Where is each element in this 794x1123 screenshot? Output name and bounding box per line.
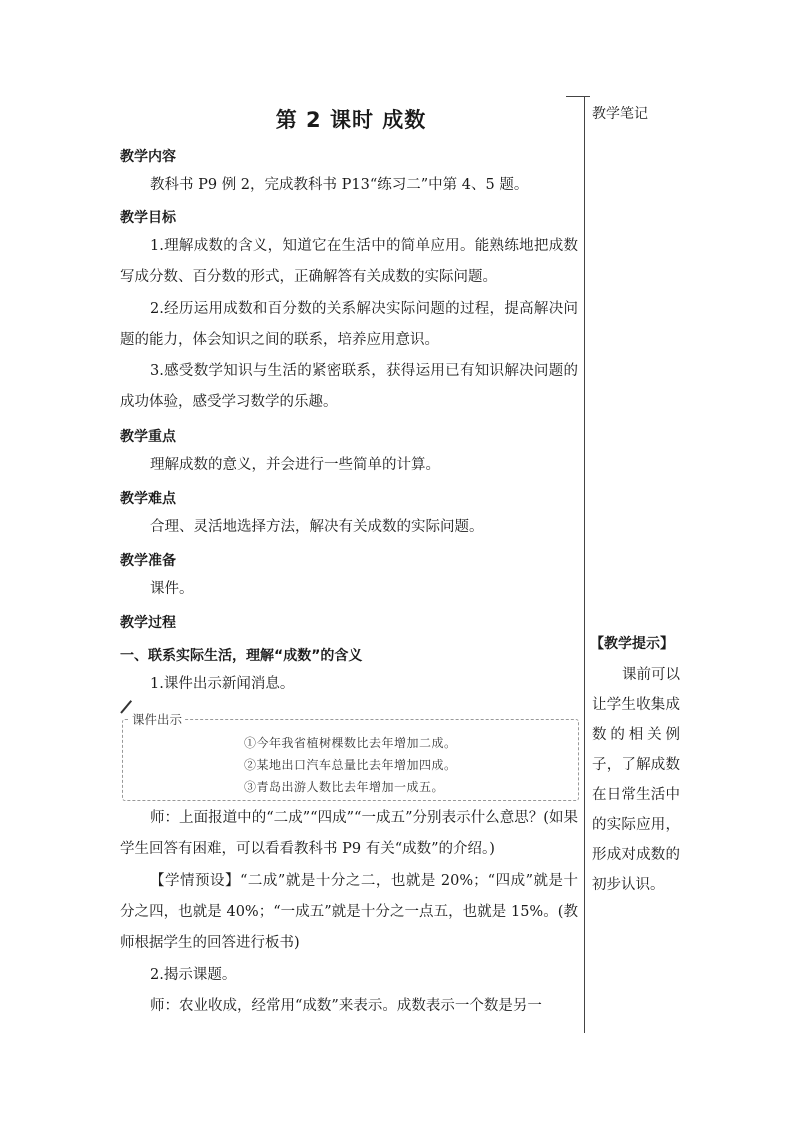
teacher-intro: 师：农业收成，经常用“成数”来表示。成数表示一个数是另一 [150, 998, 542, 1014]
prep-text: 课件。 [150, 581, 194, 597]
courseware-label [129, 710, 185, 728]
news-item: ②某地出口汽车总量比去年增加四成。 [244, 758, 457, 772]
key-text: 理解成数的意义，并会进行一些简单的计算。 [150, 457, 440, 473]
notes-label: 教学笔记 [592, 106, 648, 122]
tip-heading: 【教学提示】 [590, 636, 674, 652]
content-text: 教科书 P9 例 2，完成教科书 P13“练习二”中第 4、5 题。 [150, 177, 529, 193]
margin-divider-top [566, 96, 590, 97]
page-title: 第 2 课时 成数 [275, 108, 427, 132]
section-heading-key: 教学重点 [120, 429, 176, 445]
step-1: 1.课件出示新闻消息。 [150, 676, 295, 692]
section-heading-goals: 教学目标 [120, 210, 176, 226]
courseware-label-text: 课件出示 [132, 712, 183, 727]
goal-3: 3.感受数学知识与生活的紧密联系，获得运用已有知识解决问题的成功体验，感受学习数学的乐趣。 [120, 363, 578, 410]
section-heading-prep: 教学准备 [120, 553, 176, 569]
section-heading-content: 教学内容 [120, 149, 176, 165]
pen-stroke-icon [120, 700, 132, 714]
tip-text: 课前可以让学生收集成数的相关例子，了解成数在日常生活中的实际应用，形成对成数的初步认识。 [592, 667, 680, 893]
difficult-text: 合理、灵活地选择方法，解决有关成数的实际问题。 [150, 519, 484, 535]
section-heading-difficult: 教学难点 [120, 491, 176, 507]
goal-1: 1.理解成数的含义，知道它在生活中的简单应用。能熟练地把成数写成分数、百分数的形式，正确解答有关成数的实际问题。 [120, 238, 578, 285]
goal-2: 2.经历运用成数和百分数的关系解决实际问题的过程，提高解决问题的能力，体会知识之间的联系，培养应用意识。 [120, 301, 578, 348]
part1-heading: 一、联系实际生活，理解“成数”的含义 [120, 648, 363, 664]
news-item: ①今年我省植树棵数比去年增加二成。 [244, 736, 457, 750]
margin-divider [584, 96, 585, 1033]
section-heading-process: 教学过程 [120, 615, 176, 631]
news-item: ③青岛出游人数比去年增加一成五。 [244, 780, 445, 794]
teacher-question: 师：上面报道中的“二成”“四成”“一成五”分别表示什么意思？(如果学生回答有困难，可以看看教科书 P9 有关“成数”的介绍。) [120, 810, 578, 857]
step-2: 2.揭示课题。 [150, 967, 237, 983]
student-preset: 【学情预设】“二成”就是十分之二，也就是 20%；“四成”就是十分之四，也就是 40%；“一成五”就是十分之一点五，也就是 15%。(教师根据学生的回答进行板书) [120, 873, 578, 951]
